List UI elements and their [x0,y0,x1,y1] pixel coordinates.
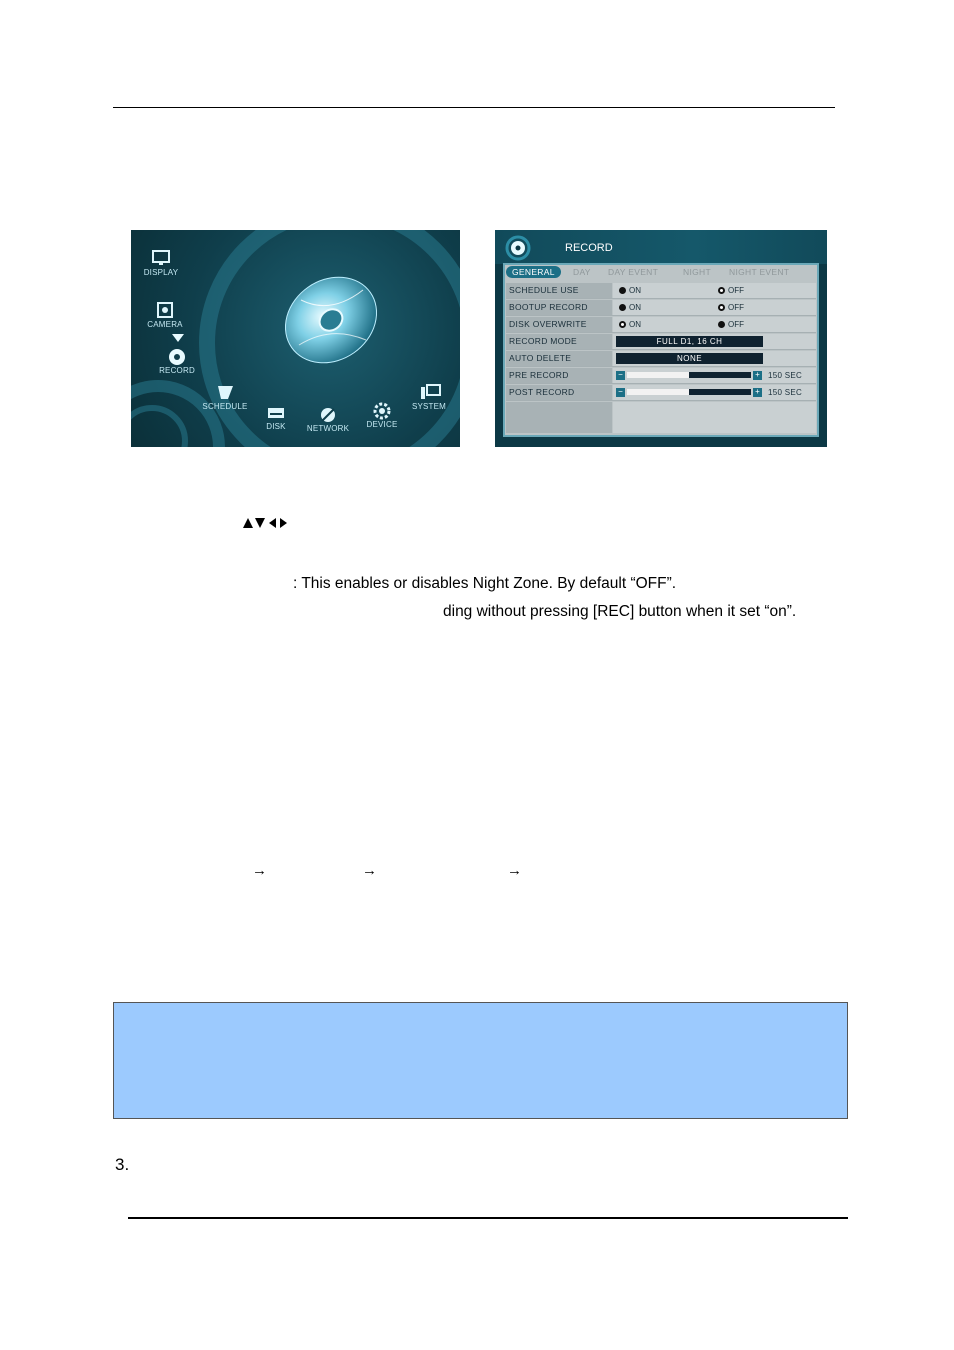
minus-icon[interactable]: − [616,388,625,397]
record-disc-icon [505,235,531,261]
schedule-icon [216,384,234,400]
selection-arrow-icon [172,334,184,342]
menu-item-device[interactable]: DEVICE [363,402,401,429]
camera-icon [156,302,174,318]
record-header [495,230,827,264]
disk-overwrite-off-radio[interactable]: OFF [718,320,744,329]
post-record-slider[interactable] [616,388,764,397]
tab-general[interactable]: GENERAL [506,266,561,278]
record-disc-icon [168,348,186,364]
row-schedule-use: SCHEDULE USE ON OFF [506,283,816,299]
arrow-icon: → [362,862,377,879]
record-title: RECORD [565,242,613,254]
row-pre-record: PRE RECORD − + 150 SEC [506,368,816,384]
row-auto-delete: AUTO DELETE NONE [506,351,816,367]
tab-day[interactable]: DAY [573,267,591,277]
arrow-keys-icon [243,517,289,529]
schedule-use-on-radio[interactable]: ON [619,286,641,295]
disk-drive-icon [267,404,285,420]
footer-rule [128,1217,848,1219]
header-rule [113,107,835,108]
night-zone-description: : This enables or disables Night Zone. By default “OFF”. [293,575,677,592]
plus-icon[interactable]: + [753,388,762,397]
plus-icon[interactable]: + [753,371,762,380]
post-record-value: 150 SEC [768,388,803,397]
bootup-record-on-radio[interactable]: ON [619,303,641,312]
section-number: 3. [115,1155,130,1174]
note-box [113,1002,848,1119]
menu-item-network[interactable]: NETWORK [305,406,351,433]
menu-item-display[interactable]: DISPLAY [143,250,179,277]
row-record-mode: RECORD MODE FULL D1, 16 CH [506,334,816,350]
arrow-icon: → [507,862,522,879]
system-icon [420,384,438,400]
row-disk-overwrite: DISK OVERWRITE ON OFF [506,317,816,333]
record-settings-screenshot [495,230,827,447]
main-menu-screenshot [131,230,460,447]
pre-record-slider[interactable] [616,371,764,380]
tab-night-event[interactable]: NIGHT EVENT [729,267,790,277]
gear-icon [373,402,391,418]
tab-night[interactable]: NIGHT [683,267,711,277]
menu-item-record[interactable]: RECORD [156,348,198,375]
row-empty [506,402,816,433]
pre-record-value: 150 SEC [768,371,803,380]
minus-icon[interactable]: − [616,371,625,380]
tab-day-event[interactable]: DAY EVENT [608,267,659,277]
menu-item-disk[interactable]: DISK [259,404,293,431]
bootup-record-off-radio[interactable]: OFF [718,303,744,312]
record-panel [503,263,819,437]
row-bootup-record: BOOTUP RECORD ON OFF [506,300,816,316]
record-tabs [505,265,817,280]
menu-item-camera[interactable]: CAMERA [145,302,185,329]
menu-item-schedule[interactable]: SCHEDULE [199,384,251,411]
menu-item-system[interactable]: SYSTEM [409,384,449,411]
auto-delete-select[interactable]: NONE [616,353,763,364]
schedule-use-off-radio[interactable]: OFF [718,286,744,295]
record-mode-select[interactable]: FULL D1, 16 CH [616,336,763,347]
disk-overwrite-on-radio[interactable]: ON [619,320,641,329]
arrow-icon: → [252,862,267,879]
bootup-record-description: ding without pressing [REC] button when it set “on”. [443,603,797,620]
disc-icon [271,260,391,380]
network-globe-icon [319,406,337,422]
monitor-icon [152,250,170,266]
row-post-record: POST RECORD − + 150 SEC [506,385,816,401]
